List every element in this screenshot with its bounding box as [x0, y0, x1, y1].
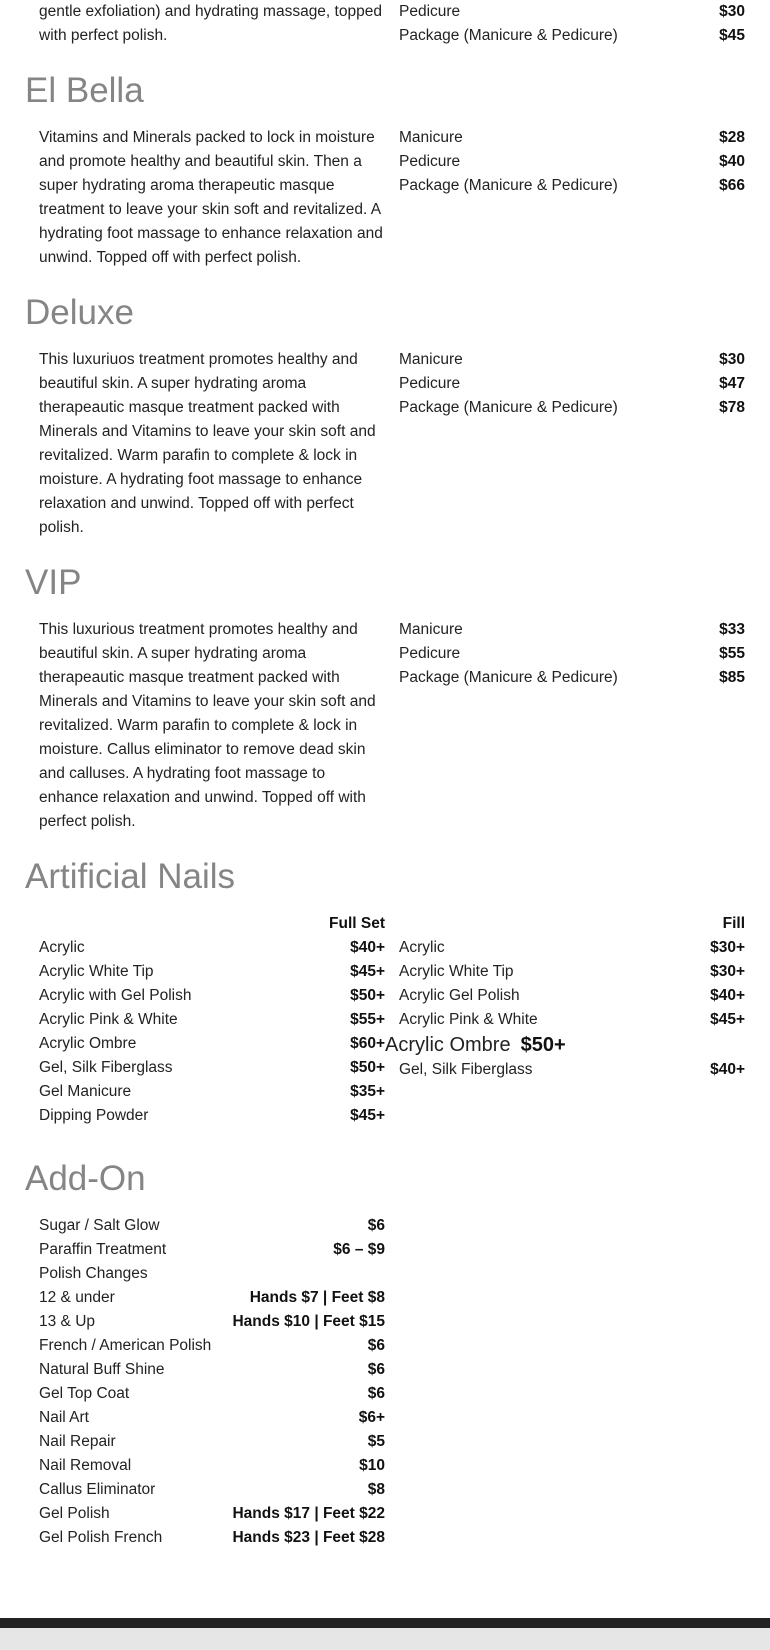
- price-row: [39, 1214, 385, 1238]
- price-label: Gel Top Coat: [39, 1385, 130, 1402]
- price-label: Pedicure: [399, 153, 461, 170]
- price-label: Acrylic White Tip: [39, 963, 154, 980]
- price-label: Manicure: [399, 621, 463, 638]
- price-value: $6: [367, 1361, 385, 1378]
- price-value: $45: [719, 27, 745, 44]
- price-value: $40: [719, 153, 745, 170]
- price-row: [39, 1334, 385, 1358]
- price-label: 13 & Up: [39, 1313, 96, 1330]
- price-row: [399, 348, 745, 372]
- price-row: [399, 642, 745, 666]
- price-value: $60+: [350, 1035, 385, 1052]
- price-label: Nail Repair: [39, 1433, 116, 1450]
- price-row: [399, 126, 745, 150]
- price-row: [399, 618, 745, 642]
- price-value: $10: [359, 1457, 385, 1474]
- section-title: Add-On: [25, 1159, 146, 1198]
- section-el-bella: [0, 56, 770, 270]
- price-value: $66: [719, 177, 745, 194]
- price-value: $85: [719, 669, 745, 686]
- price-label: Gel Manicure: [39, 1083, 132, 1100]
- price-value: $45+: [350, 1107, 385, 1124]
- price-row: [385, 1032, 745, 1058]
- price-label: Manicure: [399, 129, 463, 146]
- price-row: [39, 1104, 385, 1128]
- price-value: $47: [719, 375, 745, 392]
- price-row: [399, 150, 745, 174]
- price-label: Pedicure: [399, 3, 461, 20]
- price-label: Acrylic Pink & White: [399, 1011, 538, 1028]
- price-label: Paraffin Treatment: [39, 1241, 167, 1258]
- price-row: [39, 960, 385, 984]
- price-row: [39, 1430, 385, 1454]
- price-row: [39, 1080, 385, 1104]
- section-title: Artificial Nails: [25, 857, 236, 896]
- price-value: $6: [367, 1385, 385, 1402]
- price-value: Hands $10 | Feet $15: [232, 1313, 385, 1330]
- section-title: Deluxe: [25, 293, 134, 332]
- price-value: $30+: [710, 963, 745, 980]
- price-value: $6: [367, 1337, 385, 1354]
- price-row: [39, 936, 385, 960]
- section-artificial-nails: [0, 842, 770, 1128]
- price-value: Hands $23 | Feet $28: [232, 1529, 385, 1546]
- price-label: Pedicure: [399, 645, 461, 662]
- price-value: $33: [719, 621, 745, 638]
- price-value: $40+: [710, 987, 745, 1004]
- price-row: [39, 1238, 385, 1262]
- price-row: [399, 984, 745, 1008]
- price-label: Acrylic Ombre: [39, 1035, 137, 1052]
- price-label: Package (Manicure & Pedicure): [399, 27, 618, 44]
- price-label: Gel Polish: [39, 1505, 110, 1522]
- price-label: Acrylic Ombre: [385, 1034, 511, 1056]
- price-value: $30: [719, 351, 745, 368]
- price-value: $35+: [350, 1083, 385, 1100]
- price-label: Gel, Silk Fiberglass: [39, 1059, 173, 1076]
- price-value: $40+: [350, 939, 385, 956]
- price-row: [399, 396, 745, 420]
- section-intro: [0, 0, 770, 48]
- price-value: $6: [367, 1217, 385, 1234]
- price-label: Natural Buff Shine: [39, 1361, 165, 1378]
- price-row: [39, 1286, 385, 1310]
- price-value: Hands $17 | Feet $22: [232, 1505, 385, 1522]
- price-label: Manicure: [399, 351, 463, 368]
- fill-header: Fill: [722, 915, 745, 932]
- footer-area: [0, 1628, 770, 1650]
- price-row: [399, 0, 745, 24]
- price-value: Hands $7 | Feet $8: [249, 1289, 385, 1306]
- section-vip: [0, 548, 770, 834]
- price-label: Package (Manicure & Pedicure): [399, 177, 618, 194]
- price-label: Callus Eliminator: [39, 1481, 156, 1498]
- price-value: $6+: [358, 1409, 385, 1426]
- price-row: [39, 1526, 385, 1550]
- price-label: Acrylic Gel Polish: [399, 987, 520, 1004]
- price-value: $8: [367, 1481, 385, 1498]
- price-row: [39, 1008, 385, 1032]
- price-row: [399, 1008, 745, 1032]
- price-label: Acrylic: [39, 939, 85, 956]
- price-label: Gel, Silk Fiberglass: [399, 1061, 533, 1078]
- price-row: [39, 1310, 385, 1334]
- price-label: 12 & under: [39, 1289, 115, 1306]
- price-value: $78: [719, 399, 745, 416]
- price-label: Package (Manicure & Pedicure): [399, 669, 618, 686]
- section-description: Vitamins and Minerals packed to lock in moisture and promote healthy and beautiful skin. Then a super hydrating aroma therapeutic masque treatment to leave your skin soft and revitalized. A hydrating foot massage to enhance relaxation and unwind. Topped off with perfect polish.: [39, 129, 383, 266]
- price-row: [399, 24, 745, 48]
- price-row: [39, 1502, 385, 1526]
- price-value: $30: [719, 3, 745, 20]
- price-label: Gel Polish French: [39, 1529, 163, 1546]
- price-row: [39, 1406, 385, 1430]
- price-value: $28: [719, 129, 745, 146]
- price-row: [399, 372, 745, 396]
- price-label: Acrylic White Tip: [399, 963, 514, 980]
- price-value: $30+: [710, 939, 745, 956]
- price-label: Polish Changes: [39, 1265, 148, 1282]
- price-label: French / American Polish: [39, 1337, 212, 1354]
- price-row: [39, 1056, 385, 1080]
- price-row: [39, 984, 385, 1008]
- section-add-on: [0, 1144, 770, 1550]
- price-row: [399, 1058, 745, 1082]
- price-row: [39, 1382, 385, 1406]
- price-label: Dipping Powder: [39, 1107, 149, 1124]
- price-row: [39, 1454, 385, 1478]
- price-row: [399, 666, 745, 690]
- price-row: [39, 1032, 385, 1056]
- intro-description: gentle exfoliation) and hydrating massage, topped with perfect polish.: [39, 3, 382, 44]
- price-row: [399, 936, 745, 960]
- footer-bar: [0, 1618, 770, 1628]
- price-value: $55: [719, 645, 745, 662]
- section-description: This luxuriuos treatment promotes healthy and beautiful skin. A super hydrating aroma therapeautic masque treatment packed with Minerals and Vitamins to leave your skin soft and revitalized. Warm parafin to complete & lock in moisture. A hydrating foot massage to enhance relaxation and unwind. Topped off with perfect polish.: [39, 351, 376, 536]
- price-row: [399, 174, 745, 198]
- price-row: [39, 1478, 385, 1502]
- price-value: $5: [367, 1433, 385, 1450]
- price-label: Package (Manicure & Pedicure): [399, 399, 618, 416]
- price-label: Nail Removal: [39, 1457, 132, 1474]
- full-set-header: Full Set: [329, 915, 385, 932]
- section-description: This luxurious treatment promotes healthy and beautiful skin. A super hydrating aroma therapeautic masque treatment packed with Minerals and Vitamins to leave your skin soft and revitalized. Warm parafin to complete & lock in moisture. Callus eliminator to remove dead skin and calluses. A hydrating foot massage to enhance relaxation and unwind. Topped off with perfect polish.: [39, 621, 376, 830]
- price-value: $6 – $9: [333, 1241, 385, 1258]
- price-value: $45+: [710, 1011, 745, 1028]
- price-value: $45+: [350, 963, 385, 980]
- price-value: $40+: [710, 1061, 745, 1078]
- price-row: [399, 960, 745, 984]
- price-label: Acrylic: [399, 939, 445, 956]
- section-title: El Bella: [25, 71, 144, 110]
- price-value: $50+: [350, 987, 385, 1004]
- price-label: Sugar / Salt Glow: [39, 1217, 160, 1234]
- section-title: VIP: [25, 563, 82, 602]
- price-label: Pedicure: [399, 375, 461, 392]
- section-deluxe: [0, 278, 770, 540]
- price-label: Acrylic with Gel Polish: [39, 987, 192, 1004]
- price-value: $55+: [350, 1011, 385, 1028]
- price-value: $50+: [350, 1059, 385, 1076]
- price-row: [39, 1262, 385, 1286]
- price-value: $50+: [520, 1034, 566, 1056]
- price-row: [39, 1358, 385, 1382]
- price-label: Nail Art: [39, 1409, 89, 1426]
- price-label: Acrylic Pink & White: [39, 1011, 178, 1028]
